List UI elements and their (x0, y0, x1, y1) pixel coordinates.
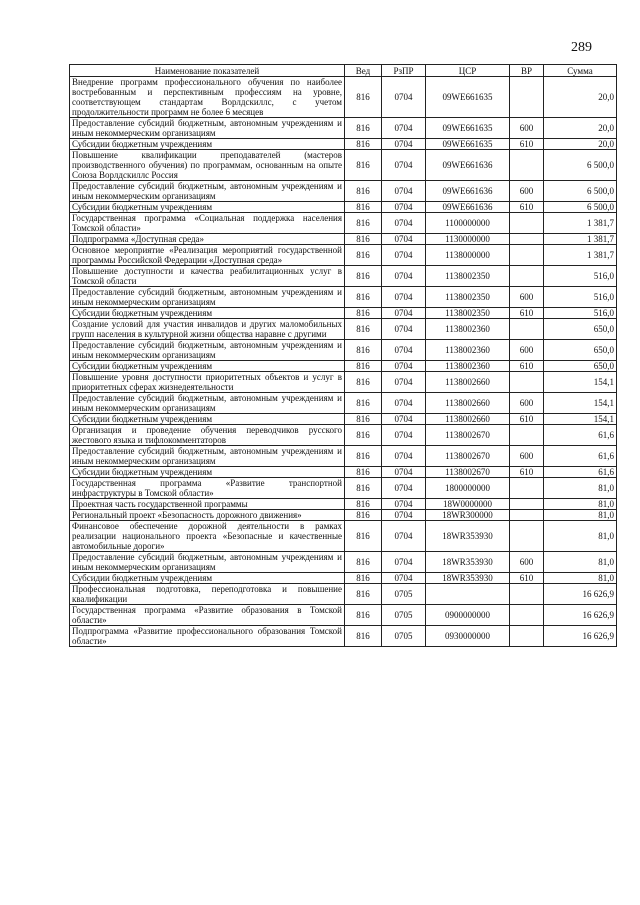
cell-name: Создание условий для участия инвалидов и других маломобильных групп населения в культурной жизни общества наравне с другими (70, 319, 345, 340)
cell-name: Предоставление субсидий бюджетным, автономным учреждениям и иным некоммерческим организациям (70, 287, 345, 308)
cell-sum: 16 626,9 (544, 605, 617, 626)
table-row (70, 521, 617, 552)
cell-csr: 1138002670 (426, 446, 510, 467)
cell-ved: 816 (345, 584, 382, 605)
cell-rzpr: 0704 (382, 361, 426, 372)
cell-vr (510, 521, 544, 552)
cell-vr: 600 (510, 552, 544, 573)
cell-sum: 6 500,0 (544, 150, 617, 181)
table-row (70, 552, 617, 573)
cell-sum: 516,0 (544, 266, 617, 287)
budget-table (69, 64, 617, 647)
cell-csr: 09WE661636 (426, 202, 510, 213)
table-row (70, 245, 617, 266)
cell-csr (426, 584, 510, 605)
table-row (70, 202, 617, 213)
cell-ved: 816 (345, 425, 382, 446)
cell-sum: 154,1 (544, 414, 617, 425)
cell-vr (510, 478, 544, 499)
cell-name: Государственная программа «Развитие транспортной инфраструктуры в Томской области» (70, 478, 345, 499)
cell-vr: 600 (510, 393, 544, 414)
table-row (70, 393, 617, 414)
cell-ved: 816 (345, 234, 382, 245)
header-csr: ЦСР (426, 65, 510, 77)
cell-name: Субсидии бюджетным учреждениям (70, 573, 345, 584)
header-ved: Вед (345, 65, 382, 77)
cell-sum: 16 626,9 (544, 584, 617, 605)
cell-rzpr: 0704 (382, 521, 426, 552)
cell-name: Субсидии бюджетным учреждениям (70, 361, 345, 372)
cell-rzpr: 0704 (382, 446, 426, 467)
cell-sum: 1 381,7 (544, 213, 617, 234)
header-name: Наименование показателей (70, 65, 345, 77)
cell-rzpr: 0704 (382, 340, 426, 361)
cell-csr: 09WE661635 (426, 77, 510, 118)
table-row (70, 213, 617, 234)
cell-rzpr: 0704 (382, 287, 426, 308)
cell-vr (510, 234, 544, 245)
cell-rzpr: 0704 (382, 118, 426, 139)
cell-csr: 1138002350 (426, 308, 510, 319)
cell-csr: 18WR353930 (426, 521, 510, 552)
cell-sum: 81,0 (544, 478, 617, 499)
cell-ved: 816 (345, 77, 382, 118)
cell-csr: 1100000000 (426, 213, 510, 234)
cell-csr: 1800000000 (426, 478, 510, 499)
cell-csr: 1138002660 (426, 372, 510, 393)
cell-vr (510, 266, 544, 287)
cell-name: Организация и проведение обучения переводчиков русского жестового языка и тифлокомментаторов (70, 425, 345, 446)
cell-name: Финансовое обеспечение дорожной деятельности в рамках реализации национального проекта «Безопасные и качественные автомобильные дороги» (70, 521, 345, 552)
cell-sum: 61,6 (544, 425, 617, 446)
table-row (70, 361, 617, 372)
cell-name: Государственная программа «Развитие образования в Томской области» (70, 605, 345, 626)
cell-ved: 816 (345, 626, 382, 647)
cell-name: Государственная программа «Социальная поддержка населения Томской области» (70, 213, 345, 234)
cell-vr (510, 605, 544, 626)
table-row (70, 340, 617, 361)
table-row (70, 319, 617, 340)
cell-csr: 1138002360 (426, 340, 510, 361)
cell-name: Повышение доступности и качества реабилитационных услуг в Томской области (70, 266, 345, 287)
cell-name: Повышение квалификации преподавателей (мастеров производственного обучения) по программам, основанным на опыте Союза Ворлдскиллс Россия (70, 150, 345, 181)
cell-sum: 20,0 (544, 77, 617, 118)
cell-csr: 1138000000 (426, 245, 510, 266)
cell-ved: 816 (345, 552, 382, 573)
cell-ved: 816 (345, 181, 382, 202)
cell-sum: 516,0 (544, 287, 617, 308)
cell-name: Предоставление субсидий бюджетным, автономным учреждениям и иным некоммерческим организациям (70, 118, 345, 139)
cell-ved: 816 (345, 414, 382, 425)
cell-vr: 610 (510, 361, 544, 372)
cell-vr: 610 (510, 573, 544, 584)
cell-ved: 816 (345, 393, 382, 414)
table-row (70, 510, 617, 521)
cell-rzpr: 0704 (382, 266, 426, 287)
cell-vr: 610 (510, 467, 544, 478)
cell-sum: 81,0 (544, 552, 617, 573)
table-row (70, 308, 617, 319)
cell-name: Региональный проект «Безопасность дорожного движения» (70, 510, 345, 521)
cell-csr: 18W0000000 (426, 499, 510, 510)
cell-rzpr: 0704 (382, 425, 426, 446)
cell-sum: 6 500,0 (544, 202, 617, 213)
cell-vr (510, 510, 544, 521)
cell-vr: 600 (510, 340, 544, 361)
cell-csr: 1138002360 (426, 361, 510, 372)
cell-rzpr: 0704 (382, 150, 426, 181)
cell-csr: 1138002360 (426, 319, 510, 340)
cell-csr: 18WR353930 (426, 552, 510, 573)
cell-csr: 0900000000 (426, 605, 510, 626)
cell-vr: 600 (510, 287, 544, 308)
cell-csr: 09WE661635 (426, 118, 510, 139)
cell-sum: 20,0 (544, 139, 617, 150)
cell-sum: 154,1 (544, 393, 617, 414)
cell-vr (510, 499, 544, 510)
cell-name: Профессиональная подготовка, переподготовка и повышение квалификации (70, 584, 345, 605)
cell-sum: 6 500,0 (544, 181, 617, 202)
cell-rzpr: 0704 (382, 202, 426, 213)
table-row (70, 478, 617, 499)
cell-ved: 816 (345, 372, 382, 393)
cell-ved: 816 (345, 139, 382, 150)
cell-rzpr: 0704 (382, 372, 426, 393)
cell-rzpr: 0704 (382, 308, 426, 319)
cell-ved: 816 (345, 319, 382, 340)
cell-ved: 816 (345, 605, 382, 626)
cell-ved: 816 (345, 499, 382, 510)
table-row (70, 499, 617, 510)
cell-ved: 816 (345, 478, 382, 499)
cell-name: Подпрограмма «Доступная среда» (70, 234, 345, 245)
cell-ved: 816 (345, 118, 382, 139)
cell-sum: 61,6 (544, 446, 617, 467)
cell-csr: 1138002660 (426, 414, 510, 425)
cell-name: Субсидии бюджетным учреждениям (70, 414, 345, 425)
cell-rzpr: 0704 (382, 552, 426, 573)
table-row (70, 234, 617, 245)
table-body (70, 77, 617, 647)
cell-sum: 16 626,9 (544, 626, 617, 647)
cell-name: Основное мероприятие «Реализация мероприятий государственной программы Российской Федерации «Доступная среда» (70, 245, 345, 266)
cell-name: Повышение уровня доступности приоритетных объектов и услуг в приоритетных сферах жизнедеятельности (70, 372, 345, 393)
cell-sum: 1 381,7 (544, 234, 617, 245)
cell-rzpr: 0705 (382, 605, 426, 626)
cell-sum: 81,0 (544, 521, 617, 552)
cell-name: Предоставление субсидий бюджетным, автономным учреждениям и иным некоммерческим организациям (70, 446, 345, 467)
cell-sum: 20,0 (544, 118, 617, 139)
table-row (70, 605, 617, 626)
cell-rzpr: 0704 (382, 213, 426, 234)
cell-vr: 610 (510, 139, 544, 150)
cell-rzpr: 0704 (382, 499, 426, 510)
cell-vr (510, 425, 544, 446)
table-row (70, 77, 617, 118)
cell-vr (510, 584, 544, 605)
cell-ved: 816 (345, 245, 382, 266)
cell-sum: 81,0 (544, 510, 617, 521)
cell-name: Субсидии бюджетным учреждениям (70, 139, 345, 150)
cell-csr: 09WE661636 (426, 150, 510, 181)
cell-vr (510, 77, 544, 118)
cell-sum: 650,0 (544, 319, 617, 340)
cell-vr (510, 245, 544, 266)
cell-ved: 816 (345, 202, 382, 213)
cell-vr (510, 150, 544, 181)
cell-vr: 600 (510, 446, 544, 467)
cell-vr (510, 213, 544, 234)
cell-sum: 154,1 (544, 372, 617, 393)
cell-csr: 0930000000 (426, 626, 510, 647)
cell-name: Субсидии бюджетным учреждениям (70, 308, 345, 319)
cell-sum: 650,0 (544, 361, 617, 372)
cell-csr: 1138002670 (426, 425, 510, 446)
table-row (70, 414, 617, 425)
cell-sum: 650,0 (544, 340, 617, 361)
cell-vr: 610 (510, 414, 544, 425)
cell-rzpr: 0704 (382, 478, 426, 499)
table-row (70, 372, 617, 393)
cell-vr (510, 372, 544, 393)
table-row (70, 181, 617, 202)
header-vr: ВР (510, 65, 544, 77)
cell-rzpr: 0704 (382, 245, 426, 266)
cell-csr: 1130000000 (426, 234, 510, 245)
cell-csr: 1138002350 (426, 266, 510, 287)
cell-csr: 1138002350 (426, 287, 510, 308)
cell-ved: 816 (345, 213, 382, 234)
cell-ved: 816 (345, 467, 382, 478)
cell-csr: 18WR353930 (426, 573, 510, 584)
cell-vr: 600 (510, 118, 544, 139)
cell-rzpr: 0704 (382, 467, 426, 478)
cell-ved: 816 (345, 521, 382, 552)
cell-vr: 610 (510, 308, 544, 319)
cell-csr: 09WE661636 (426, 181, 510, 202)
cell-rzpr: 0704 (382, 77, 426, 118)
cell-sum: 516,0 (544, 308, 617, 319)
cell-vr: 610 (510, 202, 544, 213)
cell-name: Предоставление субсидий бюджетным, автономным учреждениям и иным некоммерческим организациям (70, 552, 345, 573)
table-row (70, 150, 617, 181)
cell-sum: 1 381,7 (544, 245, 617, 266)
table-row (70, 584, 617, 605)
cell-ved: 816 (345, 361, 382, 372)
cell-rzpr: 0704 (382, 234, 426, 245)
cell-name: Проектная часть государственной программы (70, 499, 345, 510)
table-row (70, 425, 617, 446)
cell-csr: 09WE661635 (426, 139, 510, 150)
cell-ved: 816 (345, 150, 382, 181)
cell-name: Подпрограмма «Развитие профессионального образования Томской области» (70, 626, 345, 647)
cell-ved: 816 (345, 573, 382, 584)
table-row (70, 467, 617, 478)
cell-sum: 61,6 (544, 467, 617, 478)
cell-sum: 81,0 (544, 573, 617, 584)
header-sum: Сумма (544, 65, 617, 77)
table-row (70, 139, 617, 150)
cell-rzpr: 0704 (382, 319, 426, 340)
cell-rzpr: 0705 (382, 626, 426, 647)
cell-ved: 816 (345, 510, 382, 521)
cell-vr: 600 (510, 181, 544, 202)
cell-ved: 816 (345, 266, 382, 287)
cell-rzpr: 0704 (382, 414, 426, 425)
table-row (70, 626, 617, 647)
cell-vr (510, 626, 544, 647)
cell-name: Субсидии бюджетным учреждениям (70, 202, 345, 213)
cell-rzpr: 0705 (382, 584, 426, 605)
cell-name: Предоставление субсидий бюджетным, автономным учреждениям и иным некоммерческим организациям (70, 340, 345, 361)
table-row (70, 118, 617, 139)
cell-sum: 81,0 (544, 499, 617, 510)
header-rzpr: РзПР (382, 65, 426, 77)
cell-name: Предоставление субсидий бюджетным, автономным учреждениям и иным некоммерческим организациям (70, 181, 345, 202)
cell-ved: 816 (345, 446, 382, 467)
cell-ved: 816 (345, 287, 382, 308)
cell-rzpr: 0704 (382, 181, 426, 202)
table-row (70, 266, 617, 287)
cell-vr (510, 319, 544, 340)
cell-rzpr: 0704 (382, 139, 426, 150)
cell-ved: 816 (345, 308, 382, 319)
cell-rzpr: 0704 (382, 393, 426, 414)
cell-csr: 1138002660 (426, 393, 510, 414)
page-number: 289 (571, 40, 592, 55)
cell-ved: 816 (345, 340, 382, 361)
table-header-row (70, 65, 617, 77)
table-row (70, 287, 617, 308)
table-row (70, 573, 617, 584)
cell-name: Предоставление субсидий бюджетным, автономным учреждениям и иным некоммерческим организациям (70, 393, 345, 414)
cell-csr: 18WR300000 (426, 510, 510, 521)
cell-name: Субсидии бюджетным учреждениям (70, 467, 345, 478)
cell-rzpr: 0704 (382, 573, 426, 584)
cell-rzpr: 0704 (382, 510, 426, 521)
cell-name: Внедрение программ профессионального обучения по наиболее востребованным и перспективным профессиям на уровне, соответствующем стандартам Ворлдскиллс, с учетом продолжительности программ не более 6 месяцев (70, 77, 345, 118)
table-row (70, 446, 617, 467)
cell-csr: 1138002670 (426, 467, 510, 478)
